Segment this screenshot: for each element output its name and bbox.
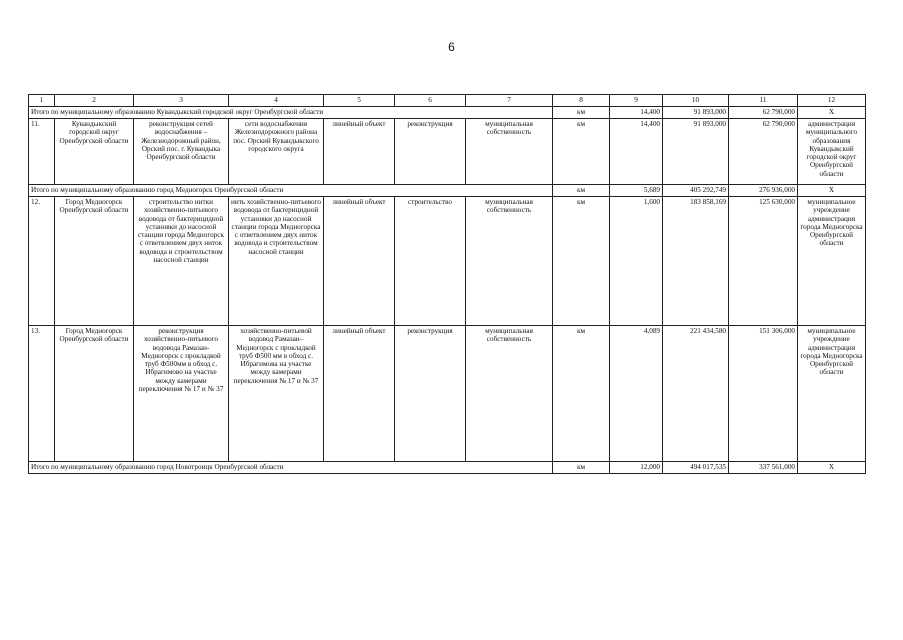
total-label: Итого по муниципальному образованию город Медногорск Оренбургской области: [29, 185, 553, 197]
row-number: 12.: [29, 197, 55, 326]
work-type-cell: строительство: [395, 197, 466, 326]
cost-total-cell: 183 858,169: [663, 197, 729, 326]
object-type-cell: линейный объект: [324, 197, 395, 326]
object-cell: хозяйственно-питьевой водовод Рамазан–Медногорск с прокладкой труб Ф500 мм в обход с. Ибрагимова на участке между камерами переключения № 17 и № 37: [229, 326, 324, 462]
cost-planned-cell: 62 790,000: [729, 107, 798, 119]
column-number: 5: [324, 95, 395, 107]
cost-total-cell: 91 893,000: [663, 107, 729, 119]
municipality-cell: Город Медногорск Оренбургской области: [55, 326, 134, 462]
investment-table: [28, 94, 866, 474]
unit-cell: км: [553, 119, 610, 185]
page-number: 6: [448, 40, 455, 54]
row-number: 11.: [29, 119, 55, 185]
column-number: 9: [610, 95, 663, 107]
cost-planned-cell: 276 936,000: [729, 185, 798, 197]
total-row: [29, 462, 866, 474]
column-number: 3: [134, 95, 229, 107]
cost-planned-cell: 337 561,000: [729, 462, 798, 474]
work-type-cell: реконструкция: [395, 119, 466, 185]
column-number: 6: [395, 95, 466, 107]
cost-total-cell: 91 893,000: [663, 119, 729, 185]
length-cell: 12,000: [610, 462, 663, 474]
unit-cell: км: [553, 107, 610, 119]
ownership-cell: муниципальная собственность: [466, 197, 553, 326]
measure-cell: реконструкция хозяйственно-питьевого водовода Рамазан-Медногорск с прокладкой труб Ф500мм в обход с. Ибрагимово на участке между камерами переключения № 17 и № 37: [134, 326, 229, 462]
table-row: [29, 119, 866, 185]
cost-planned-cell: 151 306,000: [729, 326, 798, 462]
length-cell: 5,689: [610, 185, 663, 197]
column-number: 12: [798, 95, 866, 107]
measure-cell: реконструкция сетей водоснабжения – Железнодорожный район, Орский пос. г. Кувандыка Оренбургской области: [134, 119, 229, 185]
ownership-cell: муниципальная собственность: [466, 326, 553, 462]
object-type-cell: линейный объект: [324, 119, 395, 185]
cost-planned-cell: 62 790,000: [729, 119, 798, 185]
length-cell: 1,600: [610, 197, 663, 326]
municipality-cell: Город Медногорск Оренбургской области: [55, 197, 134, 326]
executor-cell: муниципальное учреждение администрация города Медногорска Оренбургской области: [798, 326, 866, 462]
total-row: [29, 185, 866, 197]
measure-cell: строительство нитки хозяйственно-питьевого водовода от бактерицидной установки до насосной станции города Медногорск с ответвлением двух ниток водовода и строительством насосной станции: [134, 197, 229, 326]
executor-cell: Х: [798, 185, 866, 197]
ownership-cell: муниципальная собственность: [466, 119, 553, 185]
total-label: Итого по муниципальному образованию Кувандыкский городской округ Оренбургской области: [29, 107, 553, 119]
table-row: [29, 197, 866, 326]
object-type-cell: линейный объект: [324, 326, 395, 462]
total-row: [29, 107, 866, 119]
cost-total-cell: 221 434,580: [663, 326, 729, 462]
length-cell: 14,400: [610, 107, 663, 119]
object-cell: нить хозяйственно-питьевого водовода от бактерицидной установки до насосной станции города Медногорска с ответвлением двух ниток водовода и строительством насосной станции: [229, 197, 324, 326]
column-number: 10: [663, 95, 729, 107]
unit-cell: км: [553, 462, 610, 474]
executor-cell: Х: [798, 462, 866, 474]
row-number: 13.: [29, 326, 55, 462]
unit-cell: км: [553, 197, 610, 326]
column-number: 1: [29, 95, 55, 107]
column-number: 4: [229, 95, 324, 107]
column-number: 7: [466, 95, 553, 107]
executor-cell: муниципальное учреждение администрация города Медногорска Оренбургской области: [798, 197, 866, 326]
work-type-cell: реконструкция: [395, 326, 466, 462]
unit-cell: км: [553, 185, 610, 197]
length-cell: 14,400: [610, 119, 663, 185]
executor-cell: администрация муниципального образования Кувандыкский городской округ Оренбургской области: [798, 119, 866, 185]
municipality-cell: Кувандыкский городской округ Оренбургской области: [55, 119, 134, 185]
object-cell: сети водоснабжения Железнодорожного района пос. Орский Кувандыкского городского округа: [229, 119, 324, 185]
table-row: [29, 326, 866, 462]
column-number-row: [29, 95, 866, 107]
total-label: Итого по муниципальному образованию город Новотроицк Оренбургской области: [29, 462, 553, 474]
column-number: 8: [553, 95, 610, 107]
cost-total-cell: 494 017,535: [663, 462, 729, 474]
unit-cell: км: [553, 326, 610, 462]
cost-total-cell: 405 292,749: [663, 185, 729, 197]
column-number: 2: [55, 95, 134, 107]
cost-planned-cell: 125 630,000: [729, 197, 798, 326]
column-number: 11: [729, 95, 798, 107]
executor-cell: Х: [798, 107, 866, 119]
length-cell: 4,089: [610, 326, 663, 462]
